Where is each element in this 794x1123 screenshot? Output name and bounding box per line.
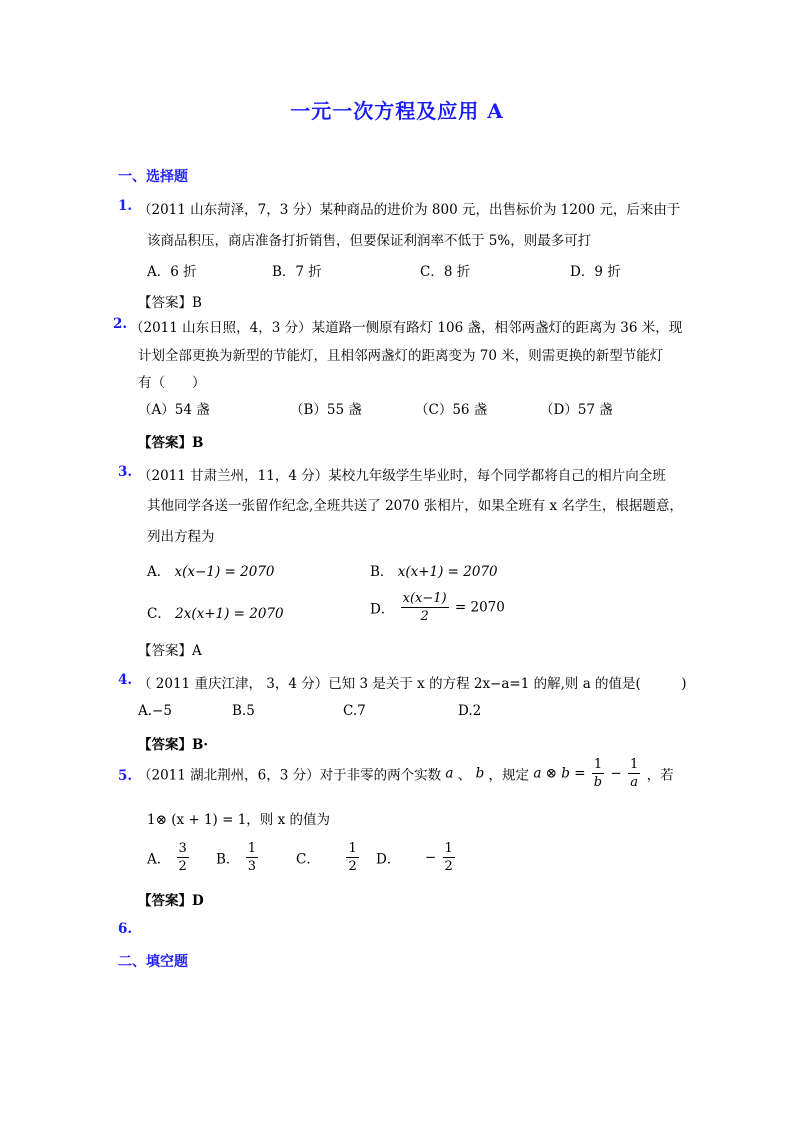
page-title: 一元一次方程及应用 A [290, 99, 504, 123]
denominator: 2 [420, 609, 429, 624]
question-text: 该商品积压，商店准备打折销售，但要保证利润率不低于 5%，则最多可打 [147, 233, 592, 249]
option-b: B．7 折 [272, 264, 322, 280]
option-b: （B）55 盏 [290, 402, 362, 418]
answer: 【答案】B· [138, 737, 209, 753]
option-a: （A）54 盏 [138, 402, 210, 418]
answer: 【答案】B [138, 435, 204, 451]
numerator: x(x−1) [402, 591, 447, 606]
question-text: 列出方程为 [147, 529, 215, 545]
question-text: （2011 山东日照，4，3 分）某道路一侧原有路灯 106 盏，相邻两盏灯的距离为 36 米，现 [130, 320, 683, 336]
fraction [628, 756, 640, 791]
equation: x(x+1) = 2070 [397, 564, 498, 580]
option-c: （C）56 盏 [415, 402, 488, 418]
section-heading-choice: 一、选择题 [118, 169, 188, 185]
minus-sign: − [610, 765, 622, 782]
option-c [147, 602, 284, 622]
option-label: C． [296, 851, 320, 868]
numerator: 1 [444, 841, 453, 856]
option-b [370, 560, 498, 580]
question-number: 2. [113, 316, 128, 332]
question-text: 有（ ） [138, 375, 206, 391]
text-segment: ，规定 [488, 767, 530, 784]
separator: 、 [457, 767, 472, 784]
option-a: A.−5 [138, 703, 172, 719]
fraction [346, 840, 358, 875]
option-d: （D）57 盏 [540, 402, 613, 418]
equation: x(x−1) = 2070 [174, 564, 275, 580]
numerator: 1 [247, 841, 256, 856]
option-b [216, 840, 260, 875]
operator-expression: a ⊗ b = [533, 765, 586, 782]
option-c [296, 840, 361, 875]
option-label: A． [147, 564, 171, 580]
question-number: 5. [118, 768, 133, 784]
text-segment: （2011 湖北荆州，6，3 分）对于非零的两个实数 [138, 767, 442, 784]
denominator: a [630, 775, 639, 790]
option-d: D.2 [458, 703, 482, 719]
option-a: A．6 折 [147, 264, 197, 280]
option-label: D． [376, 851, 401, 868]
numerator: 1 [593, 757, 603, 772]
minus-sign: − [424, 849, 437, 866]
denominator: 2 [178, 859, 187, 874]
numerator: 3 [178, 841, 187, 856]
equation: 2x(x+1) = 2070 [175, 606, 284, 622]
section-heading-fill: 二、填空题 [118, 954, 188, 970]
equation-rhs: = 2070 [454, 599, 505, 616]
question-text: （2011 山东菏泽，7，3 分）某种商品的进价为 800 元，出售标价为 1200 元，后来由于 [138, 202, 681, 218]
question-number: 6. [118, 921, 133, 937]
question-text: （2011 甘肃兰州，11，4 分）某校九年级学生毕业时，每个同学都将自己的相片向全班 [138, 468, 666, 484]
answer: 【答案】D [138, 893, 204, 909]
question-text: 其他同学各送一张留作纪念,全班共送了 2070 张相片，如果全班有 x 名学生，根据题意， [147, 498, 683, 514]
question-number: 4. [118, 672, 133, 688]
option-c: C．8 折 [420, 264, 471, 280]
fraction [246, 840, 258, 875]
question-text: 1⊗ (x + 1) = 1，则 x 的值为 [147, 812, 331, 828]
option-d [376, 840, 457, 875]
answer: 【答案】A [138, 643, 202, 659]
fraction [592, 756, 604, 791]
option-a [147, 560, 274, 580]
question-text [138, 756, 674, 791]
option-label: A． [147, 851, 171, 868]
text-segment: ，若 [646, 767, 674, 784]
question-number: 1. [118, 198, 133, 214]
numerator: 1 [630, 757, 639, 772]
fraction [401, 590, 449, 625]
fraction [443, 840, 455, 875]
variable-a: a [445, 765, 454, 782]
denominator: 3 [247, 859, 256, 874]
option-d [370, 590, 505, 625]
numerator: 1 [348, 841, 357, 856]
option-b: B.5 [232, 703, 255, 719]
variable-b: b [475, 765, 485, 782]
option-c: C.7 [343, 703, 366, 719]
option-label: C． [147, 606, 171, 622]
question-text: （ 2011 重庆江津， 3，4 分）已知 3 是关于 x 的方程 2x−a=1 的解,则 a 的值是( ) [138, 676, 687, 692]
denominator: 2 [444, 859, 453, 874]
question-number: 3. [118, 464, 133, 480]
option-a [147, 840, 191, 875]
answer: 【答案】B [138, 295, 202, 311]
option-label: B． [370, 564, 394, 580]
question-text: 计划全部更换为新型的节能灯，且相邻两盏灯的距离变为 70 米，则需更换的新型节能灯 [138, 348, 664, 364]
option-label: B． [216, 851, 240, 868]
option-label: D． [370, 601, 395, 618]
denominator: 2 [348, 859, 357, 874]
denominator: b [593, 775, 603, 790]
option-d: D．9 折 [570, 264, 621, 280]
fraction [177, 840, 189, 875]
